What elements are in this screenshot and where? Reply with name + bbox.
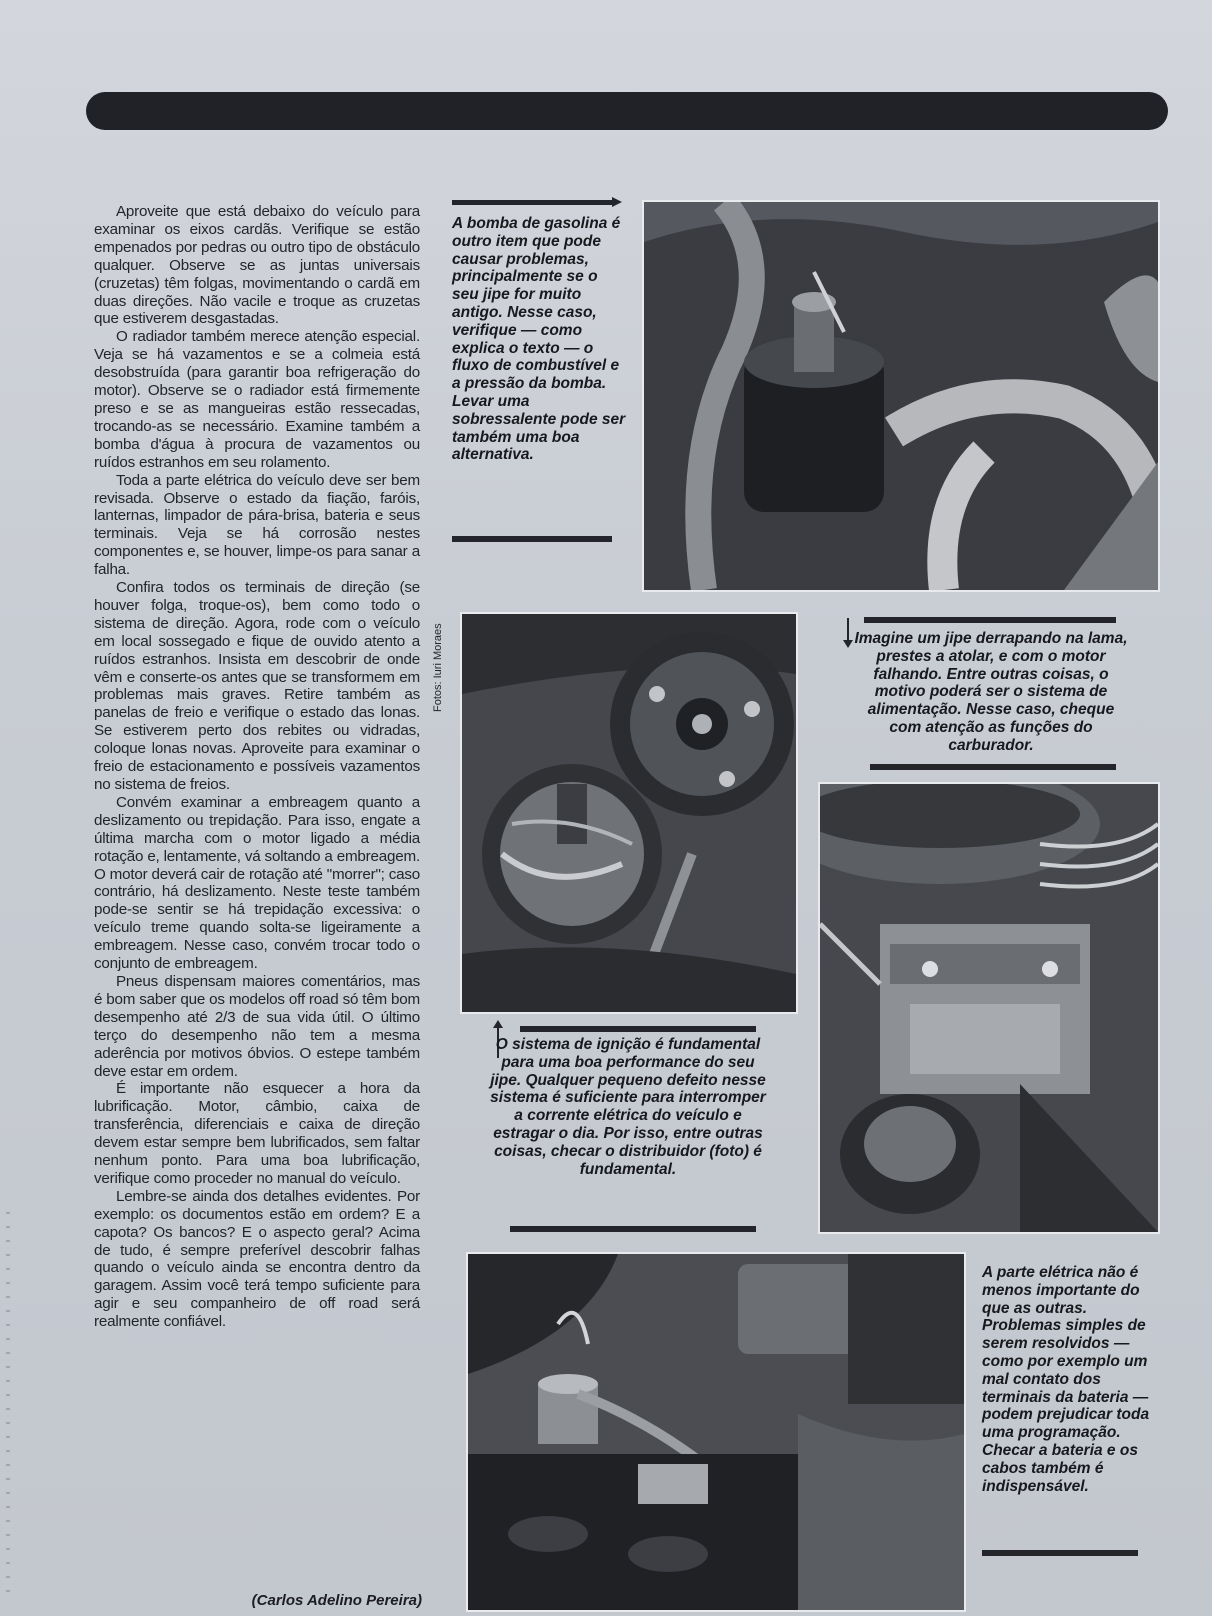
article-paragraph: Toda a parte elétrica do veículo deve ser bem revisada. Observe o estado da fiação, faróis, lanternas, limpador de pára-brisa, bateria e seus terminais. Veja se há corrosão nestes componentes e, se houver, limpe-os para sanar a falha. <box>94 471 420 579</box>
article-paragraph: É importante não esquecer a hora da lubrificação. Motor, câmbio, caixa de transferência, diferenciais e caixa de direção devem estar sempre bem lubrificados, sem faltar nenhum ponto. Para uma boa lubrificação, verifique como proceder no manual do veículo. <box>94 1080 420 1187</box>
article-body <box>94 203 420 1331</box>
article-paragraph: Confira todos os terminais de direção (se houver folga, troque-os), bem como todo o sistema de direção. Agora, rode com o veículo em local sossegado e fique de ouvido atento a ruídos estranhos. Insista em descobrir de onde vêm e conserte-os antes que se transformem em problemas mais graves. Retire também as panelas de freio e verifique o estado das lonas. Se estiverem perto dos rebites ou vidradas, coloque lonas novas. Aproveite para examinar o freio de estacionamento e possíveis vazamentos no sistema de freios. <box>94 579 420 793</box>
scan-edge-marks <box>6 1212 10 1592</box>
caption-rule-bottom <box>452 536 612 542</box>
article-paragraph: Aproveite que está debaixo do veículo para examinar os eixos cardãs. Verifique se estão empenados por pedras ou outro tipo de obstáculo qualquer. Observe se as juntas universais (cruzetas) têm folgas, movimentando o cardã em duas direções. Não vacile e troque as cruzetas que estiverem desgastadas. <box>94 203 420 328</box>
carburetor-photo <box>818 782 1160 1234</box>
article-paragraph: Lembre-se ainda dos detalhes evidentes. Por exemplo: os documentos estão em ordem? E a capota? Os bancos? E o aspecto geral? Acima de tudo, é sempre preferível descobrir falhas quando o veículo ainda se encontra dentro da garagem. Assim você terá tempo suficiente para agir e seu companheiro de off road será realmente confiável. <box>94 1187 420 1331</box>
article-paragraph: O radiador também merece atenção especial. Veja se há vazamentos e se a colmeia está desobstruída (para garantir boa refrigeração do motor). Observe se o radiador está firmemente preso e se as mangueiras estão ressecadas, trocando-as se necessário. Examine também a bomba d'água à procura de vazamentos ou ruídos estranhos em seu rolamento. <box>94 328 420 471</box>
arrow-up-icon <box>493 1020 503 1028</box>
caption-fuel-pump: A bomba de gasolina é outro item que pode causar problemas, principalmente se o seu jipe for muito antigo. Nesse caso, verifique — como explica o texto — o fluxo de combustível e a pressão da bomba. Levar uma sobressalente pode ser também uma boa alternativa. <box>452 215 626 464</box>
caption-rule-top <box>864 617 1116 623</box>
caption-rule-top <box>520 1026 756 1032</box>
distributor-photo <box>460 612 798 1014</box>
header-bar <box>86 92 1168 130</box>
caption-electric: A parte elétrica não é menos importante do que as outras. Problemas simples de serem resolvidos — como por exemplo um mal contato dos terminais da bateria — podem prejudicar toda uma programação. Checar a bateria e os cabos também é indispensável. <box>982 1264 1150 1495</box>
article-paragraph: Pneus dispensam maiores comentários, mas é bom saber que os modelos off road só têm bom desempenho até 2/3 de sua vida útil. O último terço do desempenho não tem a mesma aderência por motivos óbvios. O estepe também deve estar em ordem. <box>94 972 420 1080</box>
caption-rule-bottom <box>510 1226 756 1232</box>
caption-rule-bottom <box>982 1550 1138 1556</box>
caption-carburetor: Imagine um jipe derrapando na lama, prestes a atolar, e com o motor falhando. Entre outras coisas, o motivo poderá ser o sistema de alimentação. Nesse caso, cheque com atenção as funções do carburador. <box>854 630 1128 754</box>
caption-rule-bottom <box>870 764 1116 770</box>
article-paragraph: Convém examinar a embreagem quanto a deslizamento ou trepidação. Para isso, engate a última marcha com o motor ligado a média rotação e, lentamente, vá soltando a embreagem. O motor deverá cair de rotação até "morrer"; caso contrário, há deslizamento. Neste teste também pode-se sentir se há trepidação excessiva: o veículo treme quando solta-se ligeiramente a embreagem. Nesse caso, convém trocar todo o conjunto de embreagem. <box>94 793 420 973</box>
battery-photo <box>466 1252 966 1612</box>
photo-credit: Fotos: Iuri Moraes <box>432 623 444 712</box>
caption-ignition: O sistema de ignição é fundamental para uma boa performance do seu jipe. Qualquer pequeno defeito nesse sistema é suficiente para interromper a corrente elétrica do veículo e estragar o dia. Por isso, entre outras coisas, checar o distribuidor (foto) é fundamental. <box>490 1036 766 1178</box>
caption-rule-top <box>452 200 612 205</box>
article-byline: (Carlos Adelino Pereira) <box>251 1592 422 1609</box>
fuel-pump-photo <box>642 200 1160 592</box>
arrow-right-icon <box>612 197 622 207</box>
